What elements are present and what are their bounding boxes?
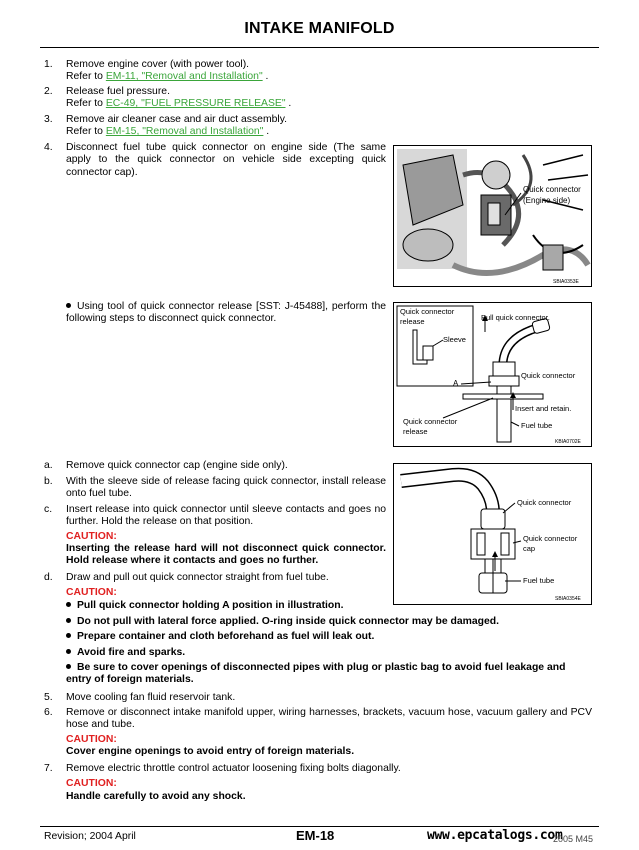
step-3-text: Remove air cleaner case and air duct assembly. — [66, 114, 287, 125]
step-6-number: 6. — [44, 707, 53, 718]
ref-suffix: . — [262, 71, 269, 82]
step-4-text: Disconnect fuel tube quick connector on engine side (The same apply to the quick connector on vehicle side excepting quick connector cap). — [66, 142, 386, 178]
bullet-dot — [66, 602, 71, 607]
tool-bullet-text: Using tool of quick connector release [SST: J-45488], perform the following steps to disconnect quick connector. — [66, 301, 386, 325]
caution-item — [66, 631, 374, 643]
step-3-reference — [66, 126, 269, 138]
fig1-code: SBIA0353E — [553, 279, 579, 285]
caution-label: CAUTION: — [66, 778, 117, 789]
footer-rule — [40, 826, 599, 827]
fig2-fuel-tube-label: Fuel tube — [521, 421, 553, 430]
substep-a-label: a. — [44, 460, 53, 471]
caution-item-text: Be sure to cover openings of disconnected pipes with plug or plastic bag to avoid fuel leakage and entry of foreign materials. — [66, 662, 566, 686]
fig2-code: KBIA0702E — [555, 439, 581, 445]
substep-c-text: Insert release into quick connector until sleeve contacts and goes no further. Hold the release on that position. — [66, 504, 386, 528]
substep-c-label: c. — [44, 504, 53, 515]
page-title: INTAKE MANIFOLD — [244, 20, 395, 37]
step-7-number: 7. — [44, 763, 53, 774]
bullet-dot — [66, 664, 71, 669]
ref-suffix: . — [285, 98, 292, 109]
substep-d-text: Draw and pull out quick connector straight from fuel tube. — [66, 572, 329, 583]
fig3-cap-label-1: Quick connector — [523, 534, 578, 543]
fig2-qcr-label-1: Quick connector — [403, 417, 458, 426]
bullet-dot — [66, 649, 71, 654]
fig1-label-1: Quick connector — [523, 185, 581, 194]
fig2-qc-label: Quick connector — [521, 371, 576, 380]
fig2-pull-label: Pull quick connector. — [481, 313, 550, 322]
substep-b-text: With the sleeve side of release facing quick connector, install release onto fuel tube. — [66, 476, 386, 500]
step-2-ref-link[interactable]: EC-49, "FUEL PRESSURE RELEASE" — [105, 98, 286, 109]
step-2-text: Release fuel pressure. — [66, 86, 170, 97]
step-1-ref-link[interactable]: EM-11, "Removal and Installation" — [105, 71, 263, 82]
fig3-qc-label: Quick connector — [517, 498, 572, 507]
caution-item — [66, 662, 592, 687]
tool-bullet-item — [66, 301, 386, 326]
step-6-caution-text: Cover engine openings to avoid entry of foreign materials. — [66, 746, 355, 757]
fig2-sleeve-label: Sleeve — [443, 335, 466, 344]
caution-label: CAUTION: — [66, 531, 117, 542]
header-rule — [40, 47, 599, 48]
figure-engine-quick-connector — [393, 145, 592, 287]
ref-prefix: Refer to — [66, 126, 106, 137]
step-5-text: Move cooling fan fluid reservoir tank. — [66, 692, 236, 703]
footer-revision: Revision; 2004 April — [44, 831, 136, 842]
substep-d-label: d. — [44, 572, 53, 583]
fig3-code: SBIA0354E — [555, 596, 581, 602]
step-7-text: Remove electric throttle control actuator loosening fixing bolts diagonally. — [66, 763, 401, 774]
step-3-number: 3. — [44, 114, 53, 125]
bullet-dot — [66, 303, 71, 308]
fig2-insert-label: Insert and retain. — [515, 404, 572, 413]
step-5-number: 5. — [44, 692, 53, 703]
step-2-reference — [66, 98, 291, 110]
caution-label: CAUTION: — [66, 734, 117, 745]
caution-item — [66, 616, 499, 628]
figure-quick-connector-release — [393, 302, 592, 447]
step-1-number: 1. — [44, 59, 53, 70]
fig2-release-label-2: release — [400, 317, 425, 326]
caution-item — [66, 600, 344, 612]
ref-suffix: . — [263, 126, 270, 137]
substep-c-caution-text: Inserting the release hard will not disconnect quick connector. Hold release where it contacts and goes no further. — [66, 543, 386, 567]
caution-item — [66, 647, 185, 659]
bullet-dot — [66, 618, 71, 623]
step-1-text: Remove engine cover (with power tool). — [66, 59, 250, 70]
fig3-cap-label-2: cap — [523, 544, 536, 553]
step-2-number: 2. — [44, 86, 53, 97]
caution-item-text: Avoid fire and sparks. — [77, 647, 186, 658]
caution-label: CAUTION: — [66, 587, 117, 598]
fig1-label-2: (Engine side) — [523, 196, 571, 205]
ref-prefix: Refer to — [66, 98, 106, 109]
footer-watermark: www.epcatalogs.com — [427, 828, 563, 843]
substep-b-label: b. — [44, 476, 53, 487]
step-7-caution-text: Handle carefully to avoid any shock. — [66, 791, 246, 802]
step-4-number: 4. — [44, 142, 53, 153]
fig2-release-label-1: Quick connector — [400, 307, 455, 316]
ref-prefix: Refer to — [66, 71, 106, 82]
fig3-fuel-tube-label: Fuel tube — [523, 576, 555, 585]
step-1-reference — [66, 71, 268, 83]
fig2-qcr-label-2: release — [403, 427, 428, 436]
fig2-a-label: A — [453, 379, 459, 388]
caution-item-text: Pull quick connector holding A position in illustration. — [77, 600, 344, 611]
caution-item-text: Do not pull with lateral force applied. O-ring inside quick connector may be damaged. — [77, 616, 500, 627]
figure-quick-connector-cap — [393, 463, 592, 605]
step-6-text: Remove or disconnect intake manifold upper, wiring harnesses, brackets, vacuum hose, vacuum gallery and PCV hose and tube. — [66, 707, 592, 731]
bullet-dot — [66, 633, 71, 638]
step-3-ref-link[interactable]: EM-15, "Removal and Installation" — [105, 126, 264, 137]
footer-page-number: EM-18 — [296, 828, 335, 843]
footer-model-year: 2005 M45 — [553, 834, 594, 844]
substep-a-text: Remove quick connector cap (engine side only). — [66, 460, 288, 471]
caution-item-text: Prepare container and cloth beforehand as fuel will leak out. — [77, 631, 375, 642]
